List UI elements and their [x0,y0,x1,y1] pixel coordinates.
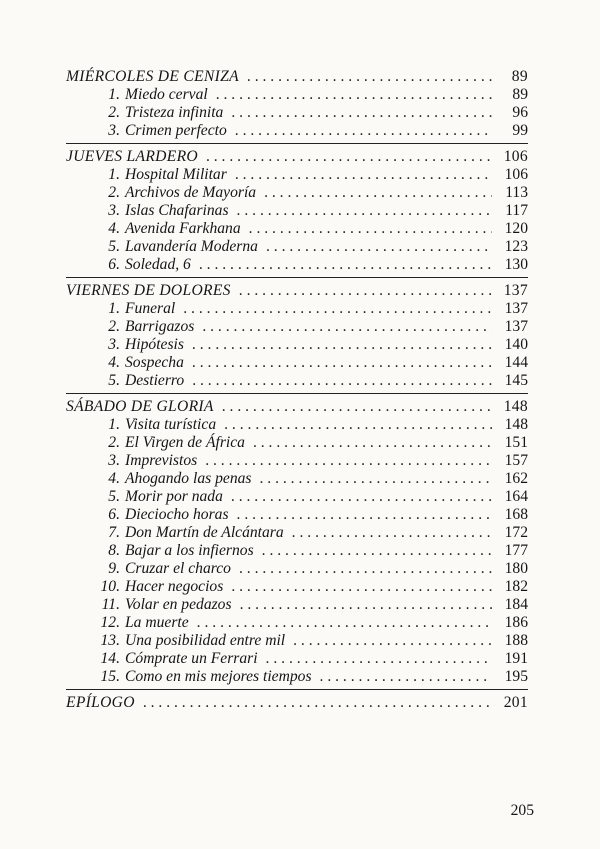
chapter-page-number: 195 [504,668,528,685]
section-divider [66,393,528,394]
chapter-number: 9. [108,560,120,577]
section-page-number: 137 [503,282,528,299]
dot-leader [231,488,492,506]
chapter-title: Visita turística [125,416,217,433]
toc-chapter-entry [66,542,528,560]
chapter-title: Sospecha [125,354,184,371]
dot-leader [205,452,492,470]
chapter-title: El Virgen de África [125,434,245,451]
chapter-number: 6. [108,256,120,273]
toc-chapter-entry [66,238,528,256]
chapter-number: 15. [100,668,120,685]
chapter-title: Hacer negocios [125,578,224,595]
chapter-page-number: 168 [504,506,528,523]
chapter-title: Ahogando las penas [125,470,252,487]
chapter-title: Avenida Farkhana [125,220,241,237]
toc-chapter-entry [66,122,528,140]
chapter-number: 2. [108,104,120,121]
chapter-title: Barrigazos [125,318,195,335]
toc-chapter-entry [66,596,528,614]
chapter-page-number: 172 [504,524,528,541]
dot-leader [143,694,492,712]
chapter-number: 3. [108,452,120,469]
chapter-page-number: 123 [504,238,528,255]
chapter-page-number: 151 [504,434,528,451]
chapter-number: 2. [108,434,120,451]
chapter-page-number: 89 [512,86,528,103]
chapter-title: Hipótesis [125,336,184,353]
chapter-title: Islas Chafarinas [125,202,229,219]
toc-chapter-entry [66,300,528,318]
chapter-number: 4. [108,470,120,487]
chapter-number: 5. [108,238,120,255]
chapter-number: 6. [108,506,120,523]
dot-leader [199,256,492,274]
chapter-number: 5. [108,488,120,505]
page-number: 205 [510,802,534,819]
section-page-number: 201 [503,694,528,711]
chapter-number: 4. [108,354,120,371]
toc-section-entry [66,148,528,166]
chapter-page-number: 191 [504,650,528,667]
toc-chapter-entry [66,104,528,122]
section-title: SÁBADO DE GLORIA [66,398,214,415]
dot-leader [222,398,492,416]
chapter-number: 3. [108,122,120,139]
toc-chapter-entry [66,336,528,354]
toc-chapter-entry [66,372,528,390]
dot-leader [192,336,492,354]
chapter-page-number: 182 [504,578,528,595]
chapter-title: Cómprate un Ferrari [125,650,258,667]
dot-leader [240,596,492,614]
chapter-title: Como en mis mejores tiempos [125,668,312,685]
dot-leader [231,578,492,596]
toc-chapter-entry [66,488,528,506]
dot-leader [216,86,492,104]
chapter-number: 14. [100,650,120,667]
dot-leader [206,148,492,166]
toc-chapter-entry [66,166,528,184]
section-title: JUEVES LARDERO [66,148,198,165]
toc-chapter-entry [66,560,528,578]
chapter-number: 10. [100,578,120,595]
chapter-page-number: 130 [504,256,528,273]
dot-leader [237,202,492,220]
dot-leader [249,220,492,238]
toc-chapter-entry [66,354,528,372]
section-page-number: 106 [503,148,528,165]
chapter-page-number: 188 [504,632,528,649]
dot-leader [183,300,492,318]
toc-chapter-entry [66,220,528,238]
chapter-number: 3. [108,336,120,353]
chapter-title: Miedo cerval [125,86,208,103]
chapter-number: 1. [108,166,120,183]
chapter-title: Soledad, 6 [125,256,191,273]
toc-chapter-entry [66,650,528,668]
toc-chapter-entry [66,256,528,274]
dot-leader [292,524,492,542]
toc-chapter-entry [66,184,528,202]
dot-leader [239,560,492,578]
dot-leader [202,318,492,336]
chapter-page-number: 137 [504,318,528,335]
dot-leader [262,542,492,560]
table-of-contents [66,66,528,712]
chapter-page-number: 164 [504,488,528,505]
toc-chapter-entry [66,318,528,336]
section-page-number: 89 [511,68,528,85]
chapter-number: 1. [108,300,120,317]
chapter-number: 4. [108,220,120,237]
chapter-page-number: 140 [504,336,528,353]
chapter-number: 12. [100,614,120,631]
dot-leader [192,354,492,372]
chapter-title: Destierro [125,372,185,389]
section-page-number: 148 [503,398,528,415]
toc-section-entry [66,282,528,300]
chapter-page-number: 186 [504,614,528,631]
dot-leader [239,282,492,300]
toc-chapter-entry [66,434,528,452]
chapter-number: 5. [108,372,120,389]
chapter-page-number: 184 [504,596,528,613]
dot-leader [247,68,492,86]
chapter-title: Don Martín de Alcántara [125,524,284,541]
dot-leader [320,668,492,686]
chapter-page-number: 106 [504,166,528,183]
chapter-page-number: 144 [504,354,528,371]
chapter-title: Volar en pedazos [125,596,232,613]
dot-leader [235,122,492,140]
chapter-title: Funeral [125,300,176,317]
chapter-page-number: 148 [504,416,528,433]
dot-leader [264,184,492,202]
toc-section-entry [66,694,528,712]
toc-chapter-entry [66,506,528,524]
toc-chapter-entry [66,452,528,470]
chapter-page-number: 96 [512,104,528,121]
dot-leader [235,166,492,184]
chapter-number: 2. [108,318,120,335]
chapter-title: Morir por nada [125,488,223,505]
chapter-title: Una posibilidad entre mil [125,632,286,649]
chapter-page-number: 137 [504,300,528,317]
section-title: EPÍLOGO [66,694,135,711]
chapter-title: Crimen perfecto [125,122,227,139]
toc-chapter-entry [66,202,528,220]
section-divider [66,689,528,690]
dot-leader [259,470,492,488]
dot-leader [253,434,492,452]
chapter-title: Imprevistos [125,452,198,469]
chapter-page-number: 117 [505,202,528,219]
chapter-title: Tristeza infinita [125,104,224,121]
toc-chapter-entry [66,86,528,104]
toc-chapter-entry [66,668,528,686]
chapter-page-number: 157 [504,452,528,469]
dot-leader [293,632,492,650]
chapter-number: 13. [100,632,120,649]
toc-section-entry [66,398,528,416]
toc-chapter-entry [66,524,528,542]
dot-leader [266,650,492,668]
chapter-page-number: 145 [504,372,528,389]
chapter-page-number: 113 [505,184,528,201]
toc-chapter-entry [66,416,528,434]
dot-leader [197,614,492,632]
toc-chapter-entry [66,632,528,650]
chapter-title: Cruzar el charco [125,560,231,577]
section-title: MIÉRCOLES DE CENIZA [66,68,239,85]
toc-chapter-entry [66,578,528,596]
chapter-number: 1. [108,86,120,103]
chapter-number: 1. [108,416,120,433]
dot-leader [266,238,492,256]
chapter-title: Archivos de Mayoría [125,184,257,201]
chapter-number: 7. [108,524,120,541]
chapter-page-number: 162 [504,470,528,487]
chapter-title: Lavandería Moderna [125,238,258,255]
chapter-title: Dieciocho horas [125,506,229,523]
chapter-page-number: 99 [512,122,528,139]
chapter-title: Bajar a los infiernos [125,542,254,559]
chapter-number: 11. [101,596,120,613]
chapter-page-number: 180 [504,560,528,577]
dot-leader [192,372,492,390]
chapter-title: La muerte [125,614,189,631]
section-title: VIERNES DE DOLORES [66,282,231,299]
toc-chapter-entry [66,470,528,488]
toc-section-entry [66,68,528,86]
chapter-number: 3. [108,202,120,219]
chapter-number: 2. [108,184,120,201]
section-divider [66,143,528,144]
chapter-title: Hospital Militar [125,166,227,183]
dot-leader [231,104,492,122]
chapter-number: 8. [108,542,120,559]
chapter-page-number: 177 [504,542,528,559]
dot-leader [224,416,492,434]
section-divider [66,277,528,278]
toc-chapter-entry [66,614,528,632]
dot-leader [237,506,492,524]
chapter-page-number: 120 [504,220,528,237]
